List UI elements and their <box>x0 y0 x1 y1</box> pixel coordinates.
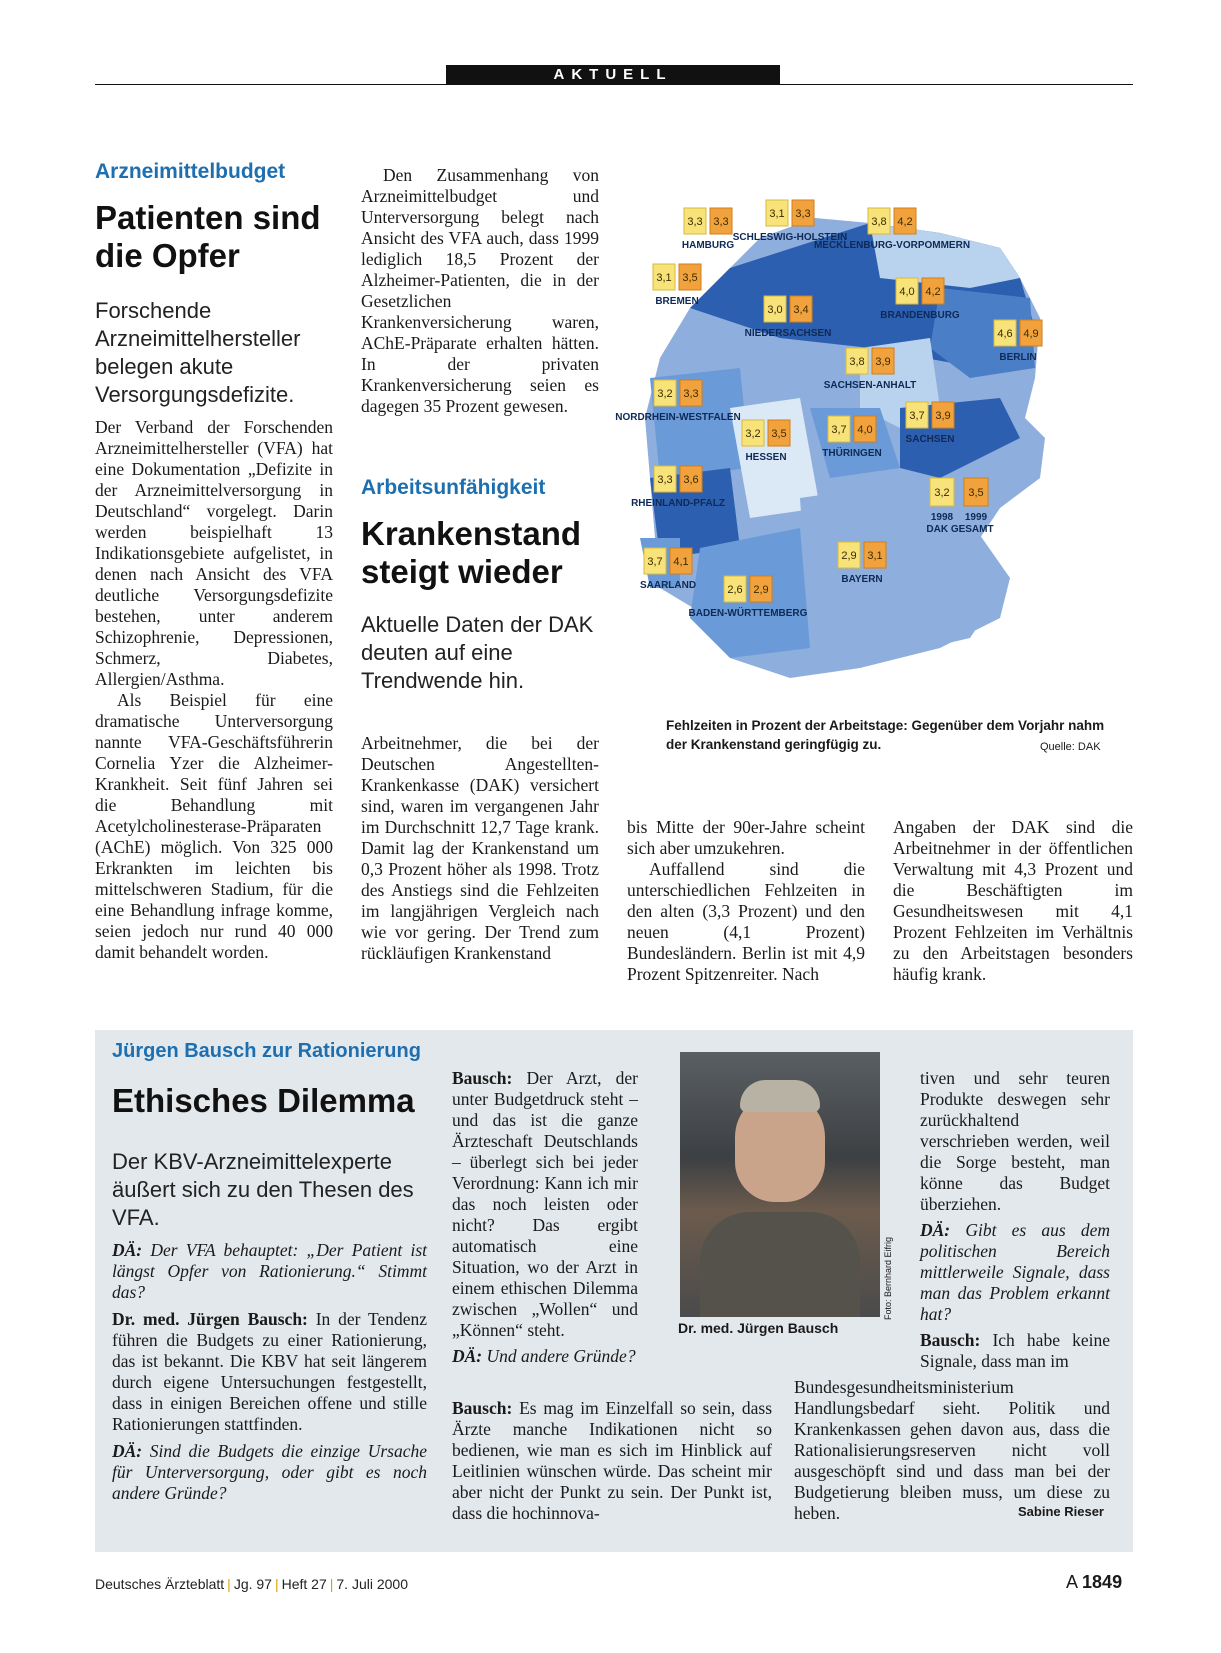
answer: Bausch: Es mag im Einzelfall so sein, dass Ärzte manche Indikationen nicht so bedienen, wie man es sich im Hinblick auf Leitlinien wünschen würde. Das scheint mir aber nicht der Punkt zu sein. Der Punkt ist, dass die hochinnova- <box>452 1398 773 1523</box>
answer-continued: Bundesgesundheitsministerium Handlungsbedarf sieht. Politik und Krankenkassen gehen davon aus, dass die Rationalisierungsreserven nicht voll ausgeschöpft sind und dass man bei der Budgetierung bleiben muss, um diese zu heben. <box>794 1377 1110 1523</box>
article2-deck: Aktuelle Daten der DAK deuten auf eine Trendwende hin. <box>361 612 594 693</box>
state-label-brandenburg: BRANDENBURG <box>880 310 960 321</box>
state-label-sachsen: SACHSEN <box>905 434 955 445</box>
article2-paragraph: bis Mitte der 90er-Jahre scheint sich aber umzukehren. <box>627 817 865 858</box>
value-1999-sachsen: 3,9 <box>935 410 951 422</box>
state-label-bayern: BAYERN <box>841 574 883 585</box>
state-label-hamburg: HAMBURG <box>681 240 735 251</box>
value-1999-bayern: 3,1 <box>867 550 883 562</box>
box-col1 <box>112 1240 427 1504</box>
state-label-rheinland-pfalz: RHEINLAND-PFALZ <box>631 498 725 509</box>
article1-kicker: Arzneimittelbudget <box>95 160 286 183</box>
value-1998-nordrhein-westfalen: 3,2 <box>657 388 673 400</box>
jacket-shape <box>700 1212 860 1317</box>
article1-body-col2 <box>361 165 599 417</box>
value-1999-hamburg: 3,3 <box>713 216 729 228</box>
box-col3-bottom <box>794 1377 1110 1524</box>
article2-kicker: Arbeitsunfähigkeit <box>361 476 546 499</box>
date: 7. Juli 2000 <box>336 1576 408 1592</box>
state-label-th-ringen: THÜRINGEN <box>822 448 882 459</box>
box-deck: Der KBV-Arzneimittelexperte äußert sich zu den Thesen des VFA. <box>112 1149 414 1230</box>
value-1998-saarland: 3,7 <box>647 556 663 568</box>
state-label-hessen: HESSEN <box>745 452 787 463</box>
region-mecklenburg <box>870 223 1020 288</box>
value-1998-sachsen-anhalt: 3,8 <box>849 356 865 368</box>
article1-paragraph: Als Beispiel für eine dramatische Unterversorgung nannte VFA-Geschäftsführerin Cornelia Yzer die Alzheimer-Krankheit. Seit fünf Jahren sei die Behandlung mit Acetylcholinesterase-Präparaten (AChE) möglich. Von 325 000 Erkrankten im leichten bis mittelschweren Stadium, für die eine Behandlung infrage komme, seien jedoch nur rund 40 000 damit behandelt worden. <box>95 690 333 962</box>
value-1999-niedersachsen: 3,4 <box>793 304 809 316</box>
value-1998-hessen: 3,2 <box>745 428 761 440</box>
article2-body-col3 <box>893 817 1133 985</box>
value-1998-bayern: 2,9 <box>841 550 857 562</box>
value-1999-nordrhein-westfalen: 3,3 <box>683 388 699 400</box>
value-1999-hessen: 3,5 <box>771 428 787 440</box>
state-label-baden-w-rttemberg: BADEN-WÜRTTEMBERG <box>688 608 808 619</box>
question: DÄ: Und andere Gründe? <box>452 1346 636 1366</box>
value-1999-bremen: 3,5 <box>682 272 698 284</box>
answer: Bausch: Ich habe keine Signale, dass man im <box>920 1330 1110 1371</box>
value-1998-rheinland-pfalz: 3,3 <box>657 474 673 486</box>
box-col2-bottom <box>452 1398 772 1524</box>
value-1999-saarland: 4,1 <box>673 556 689 568</box>
volume: Jg. 97 <box>233 1576 272 1592</box>
article1-paragraph: Den Zusammenhang von Arzneimittelbudget und Unterversorgung belegt nach Ansicht des VFA auch, dass 1999 lediglich 18,5 Prozent der Alzheimer-Patienten, die in der Gesetzlichen Krankenversicherung waren, AChE-Präparate erhalten hätten. In der privaten Krankenversicherung seien es dagegen 35 Prozent gewesen. <box>361 165 599 416</box>
journal-name: Deutsches Ärzteblatt <box>95 1576 225 1592</box>
value-1998-sachsen: 3,7 <box>909 410 925 422</box>
article2-headline: Krankenstand steigt wieder <box>361 515 582 590</box>
legend-year-1999: 1999 <box>964 512 988 523</box>
article2-paragraph: Auffallend sind die unterschiedlichen Fehlzeiten in den alten (3,3 Prozent) und den neuen (4,1 Prozent) Bundesländern. Berlin ist mit 4,9 Prozent Spitzenreiter. Nach <box>627 859 865 984</box>
page-number: A 1849 <box>1066 1572 1123 1592</box>
article2-paragraph: Angaben der DAK sind die Arbeitnehmer in der öffentlichen Verwaltung mit 4,3 Prozent und die Beschäftigten im Gesundheitswesen mit 4,1 Prozent Fehlzeiten im Verhältnis zu den Arbeitstagen besonders häufig krank. <box>893 817 1133 984</box>
value-1999-sachsen-anhalt: 3,9 <box>875 356 891 368</box>
map-caption: Fehlzeiten in Prozent der Arbeitstage: Gegenüber dem Vorjahr nahm der Krankenstand geringfügig zu. <box>666 718 1105 752</box>
value-1999-th-ringen: 4,0 <box>857 424 873 436</box>
germany-absence-map <box>615 178 1080 708</box>
box-col2 <box>452 1068 638 1367</box>
section-label: AKTUELL <box>446 65 780 85</box>
value-1999-berlin: 4,9 <box>1023 328 1039 340</box>
value-1998-baden-w-rttemberg: 2,6 <box>727 584 743 596</box>
state-label-schleswig-holstein: SCHLESWIG-HOLSTEIN <box>732 232 848 243</box>
article2-body-col2 <box>627 817 865 985</box>
issue: Heft 27 <box>281 1576 327 1592</box>
answer: Bausch: Der Arzt, der unter Budgetdruck steht – und das ist die ganze Ärzteschaft Deutschlands – überlegt sich bei jeder Verordnung: Kann ich mir das noch leisten oder nicht? Das ergibt automatisch eine Situation, wo der Arzt in einem ethischen Dilemma zwischen „Wollen“ und „Können“ steht. <box>452 1068 638 1340</box>
article1-deck: Forschende Arzneimittelhersteller belegen akute Versorgungsdefizite. <box>95 298 301 407</box>
legend-year-1998: 1998 <box>930 512 954 523</box>
hair-shape <box>740 1080 820 1112</box>
value-1998-mecklenburg-vorpommern: 3,8 <box>871 216 887 228</box>
value-1998-bremen: 3,1 <box>656 272 672 284</box>
value-1999-rheinland-pfalz: 3,6 <box>683 474 699 486</box>
state-label-nordrhein-westfalen: NORDRHEIN-WESTFALEN <box>615 412 741 423</box>
question: DÄ: Gibt es aus dem politischen Bereich mittlerweile Signale, dass man das Problem erkannt hat? <box>920 1220 1111 1324</box>
box-kicker: Jürgen Bausch zur Rationierung <box>112 1040 421 1062</box>
value-1998-hamburg: 3,3 <box>687 216 703 228</box>
answer: Dr. med. Jürgen Bausch: In der Tendenz führen die Budgets zu einer Rationierung, das ist bekannt. Die KBV hat seit längerem durch eigene Untersuchungen festgestellt, dass in einigen Bereichen offene und stille Rationierungen stattfinden. <box>112 1309 427 1434</box>
author: Sabine Rieser <box>1018 1504 1104 1519</box>
state-label-niedersachsen: NIEDERSACHSEN <box>744 328 832 339</box>
photo-caption: Dr. med. Jürgen Bausch <box>678 1320 839 1336</box>
value-1999-brandenburg: 4,2 <box>925 286 941 298</box>
map-source: Quelle: DAK <box>1040 741 1101 753</box>
value-1999-baden-w-rttemberg: 2,9 <box>753 584 769 596</box>
state-label-bremen: BREMEN <box>655 296 699 307</box>
value-1998-th-ringen: 3,7 <box>831 424 847 436</box>
state-label-berlin: BERLIN <box>999 352 1037 363</box>
value-1999-mecklenburg-vorpommern: 4,2 <box>897 216 913 228</box>
legend-label: DAK GESAMT <box>926 524 994 535</box>
answer-continued: tiven und sehr teuren Produkte deswegen sehr zurückhaltend verschrieben werden, weil die Sorge besteht, man könne das Budget überziehen. <box>920 1068 1110 1214</box>
article2-body-col1 <box>361 733 599 964</box>
value-1998-brandenburg: 4,0 <box>899 286 915 298</box>
value-1998-schleswig-holstein: 3,1 <box>769 208 785 220</box>
legend-value-1998: 3,2 <box>934 487 950 499</box>
photo-credit: Foto: Bernhard Eifrig <box>883 1236 893 1320</box>
state-label-mecklenburg-vorpommern: MECKLENBURG-VORPOMMERN <box>813 240 971 251</box>
legend-value-1999: 3,5 <box>968 487 984 499</box>
value-1998-berlin: 4,6 <box>997 328 1013 340</box>
article1-headline: Patienten sind die Opfer <box>95 199 321 274</box>
value-1999-schleswig-holstein: 3,3 <box>795 208 811 220</box>
article2-paragraph: Arbeitnehmer, die bei der Deutschen Angestellten-Krankenkasse (DAK) versichert sind, waren im vergangenen Jahr im Durchschnitt 12,7 Tage krank. Damit lag der Krankenstand um 0,3 Prozent höher als 1998. Trotz des Anstiegs sind die Fehlzeiten im langjährigen Vergleich nach wie vor gering. Der Trend zum rückläufigen Krankenstand <box>361 733 599 963</box>
box-headline: Ethisches Dilemma <box>112 1082 415 1119</box>
article1-body-col1 <box>95 417 333 963</box>
state-label-sachsen-anhalt: SACHSEN-ANHALT <box>823 380 917 391</box>
footer-meta: Deutsches Ärzteblatt | Jg. 97 | Heft 27 | 7. Juli 2000 <box>95 1576 408 1592</box>
question: DÄ: Der VFA behauptet: „Der Patient ist längst Opfer von Rationierung.“ Stimmt das? <box>112 1240 428 1302</box>
value-1998-niedersachsen: 3,0 <box>767 304 783 316</box>
box-col3 <box>920 1068 1110 1372</box>
article1-paragraph: Der Verband der Forschenden Arzneimittelhersteller (VFA) hat eine Dokumentation „Defizite in der Arzneimittelversorgung in Deutschland“ vorgelegt. Darin werden beispielhaft 13 Indikationsgebiete aufgelistet, in denen nach Ansicht des VFA deutliche Versorgungsdefizite bestehen, unter anderem Schizophrenie, Depressionen, Schmerz, Diabetes, Allergien/Asthma. <box>95 417 333 689</box>
portrait-photo <box>680 1052 880 1317</box>
question: DÄ: Sind die Budgets die einzige Ursache für Unterversorgung, oder gibt es noch andere Gründe? <box>112 1441 427 1503</box>
state-label-saarland: SAARLAND <box>639 580 697 591</box>
